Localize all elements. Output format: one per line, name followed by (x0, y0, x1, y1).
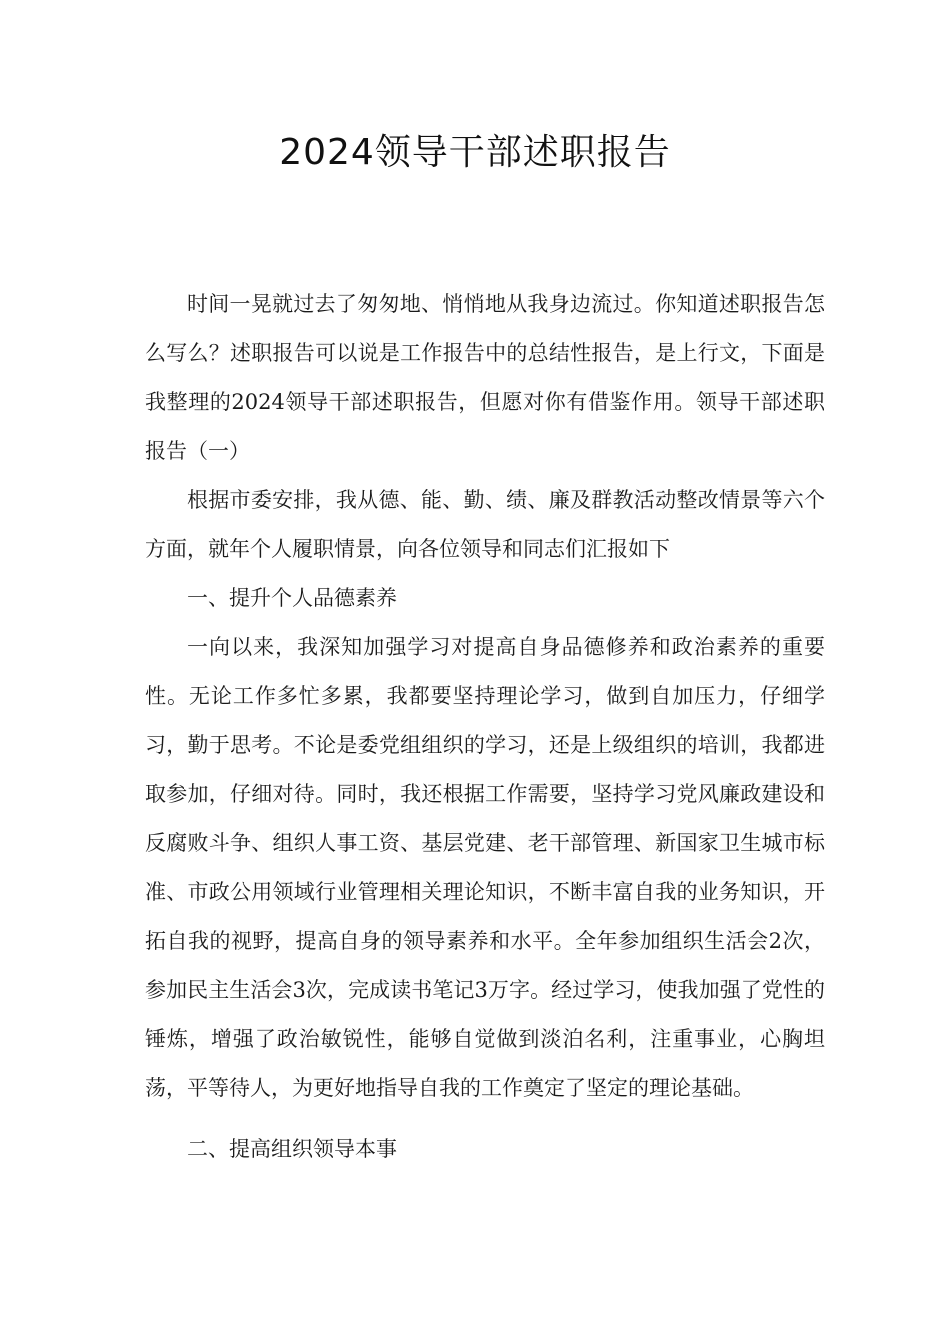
document-body (145, 280, 825, 1174)
intro-paragraph: 时间一晃就过去了匆匆地、悄悄地从我身边流过。你知道述职报告怎么写么？述职报告可以说是工作报告中的总结性报告，是上行文，下面是我整理的2024领导干部述职报告，但愿对你有借鉴作用。领导干部述职报告（一） (145, 292, 825, 463)
section-heading-1: 一、提升个人品德素养 (187, 586, 397, 610)
document-title: 2024领导干部述职报告 (279, 132, 671, 173)
arrangement-paragraph: 根据市委安排，我从德、能、勤、绩、廉及群教活动整改情景等六个方面，就年个人履职情景，向各位领导和同志们汇报如下 (145, 488, 825, 561)
section-1-paragraph: 一向以来，我深知加强学习对提高自身品德修养和政治素养的重要性。无论工作多忙多累，我都要坚持理论学习，做到自加压力，仔细学习，勤于思考。不论是委党组组织的学习，还是上级组织的培训，我都进取参加，仔细对待。同时，我还根据工作需要，坚持学习党风廉政建设和反腐败斗争、组织人事工资、基层党建、老干部管理、新国家卫生城市标准、市政公用领域行业管理相关理论知识，不断丰富自我的业务知识，开拓自我的视野，提高自身的领导素养和水平。全年参加组织生活会2次，参加民主生活会3次，完成读书笔记3万字。经过学习，使我加强了党性的锤炼，增强了政治敏锐性，能够自觉做到淡泊名利，注重事业，心胸坦荡，平等待人，为更好地指导自我的工作奠定了坚定的理论基础。 (145, 635, 825, 1100)
section-heading-2: 二、提高组织领导本事 (187, 1137, 397, 1161)
